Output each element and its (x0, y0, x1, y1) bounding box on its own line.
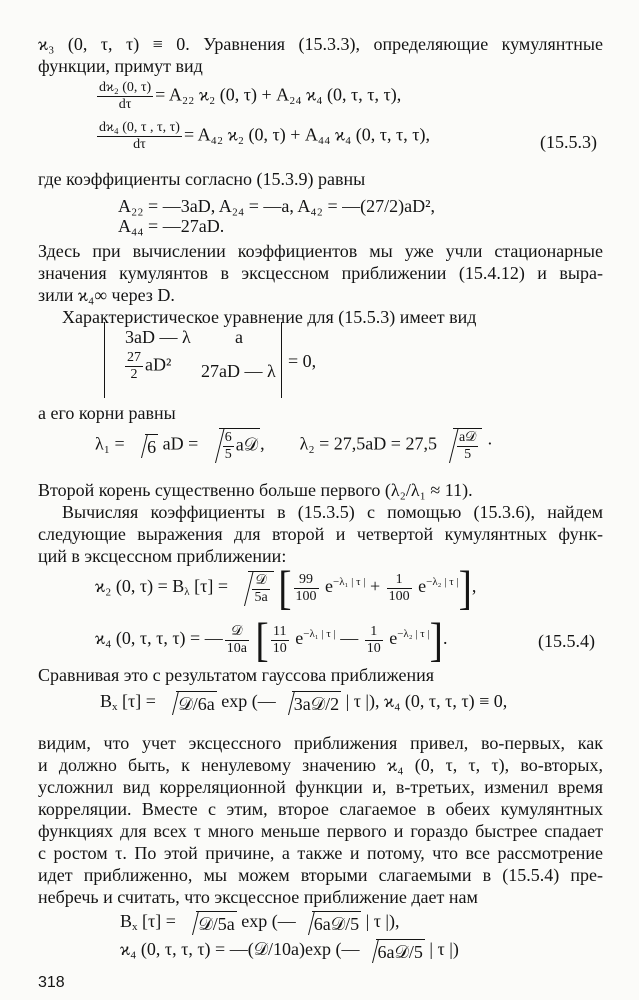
final-equation-2: ϰ₄ (0, τ, τ, τ) = —(𝒟/10a)exp (— 6a𝒟/5 | τ |) (120, 939, 459, 962)
det-a21-rest: aD² (145, 354, 172, 375)
text-line: значения кумулянтов в эксцессном приближении (15.4.12) и выра- (38, 263, 603, 283)
sqrt-sign: $\frac{\text{a𝒟}}{5}$ (437, 428, 482, 463)
roots-line: λ₁ = 6 aD = $\frac{6}{5}$ a𝒟 , λ₂ = 27,5aD = 27,5 $\frac{\text{a𝒟}}{5}$ · (95, 430, 493, 462)
sqrt-sign: 6a𝒟/5 (296, 911, 361, 935)
gauss-equation: $B_x$ [τ] = 𝒟/6a exp (— 3a𝒟/2 | τ |), ϰ₄ (0, τ, τ, τ) ≡ 0, (100, 691, 508, 714)
det-a12: a (235, 327, 243, 347)
text-line: и должно быть, к ненулевому значению ϰ₄ (0, τ, τ, τ), во-вторых, (38, 755, 603, 775)
equation-line-2 (95, 120, 430, 153)
text-line: ϰ₃ (0, τ, τ) ≡ 0. Уравнения (15.3.3), определяющие кумулянтные (38, 34, 603, 54)
coefficient-line: A₂₂ = —3aD, A₂₄ = —a, A₄₂ = —(27/2)aD², (118, 196, 435, 216)
sqrt-sign: $\frac{\text{𝒟}}{5a}$ (232, 571, 273, 606)
text-line: видим, что учет эксцессного приближения привел, во-первых, как (38, 733, 603, 753)
text-line: где коэффициенты согласно (15.3.9) равны (38, 169, 366, 189)
text-line: следующие выражения для второй и четвертой кумулянтных функ- (38, 524, 603, 544)
equation-line-1 (95, 80, 401, 113)
text-line: идет приближенно, мы можем вторыми слагаемыми в (15.5.4) пре- (38, 865, 603, 885)
text-line: Здесь при вычислении коэффициентов мы уже учли стационарные (38, 241, 603, 261)
text-line: функциях для всех τ много меньше первого и гораздо быстрее спадает (38, 821, 603, 841)
root1-mid: aD = (162, 433, 203, 454)
equation-rhs: = A₂₂ ϰ₂ (0, τ) + A₂₄ ϰ₄ (0, τ, τ, τ), (155, 84, 402, 105)
page-number: 318 (38, 974, 65, 991)
equation-number: (15.5.4) (538, 631, 595, 651)
det-a22: 27aD — λ (201, 361, 276, 381)
text-line: небречь и считать, что эксцессное приближение дает нам (38, 887, 478, 907)
bracket-left: [ (255, 612, 269, 667)
text-line: с ростом τ. По этой причине, а также и потому, что все рассмотрение (38, 843, 603, 863)
sqrt-sign: 6 (129, 434, 158, 458)
bracket-right: ] (458, 560, 472, 615)
text-line: Второй корень существенно больше первого (λ₂/λ₁ ≈ 11). (38, 480, 473, 500)
det-a21 (123, 350, 171, 383)
frac-den: dτ (97, 136, 182, 153)
sqrt-sign: $\frac{6}{5}$ a𝒟 (203, 428, 260, 463)
kappa2-equation: ϰ₂ (0, $\tau) = B_\lambda$ [τ] = $\frac{\text{𝒟}}{5a}$ [ $\frac{99}{100}$ $e^{-\lambda_1 | \tau |}$ + $\frac{1}{100}$ $e^{-\lambda_2 | \tau |}$], (95, 560, 477, 615)
final-equation-1: $B_x$ [τ] = 𝒟/5a exp (— 6a𝒟/5 | τ |), (120, 911, 400, 934)
bracket-left: [ (278, 560, 292, 615)
frac-num: 27 (127, 350, 141, 365)
det-equals: = 0, (288, 351, 317, 371)
equation-rhs: = A₄₂ ϰ₂ (0, τ) + A₄₄ ϰ₄ (0, τ, τ, τ), (183, 124, 430, 145)
frac-den: dτ (97, 96, 153, 113)
bracket-right: ] (429, 612, 443, 667)
text-line: усложнил вид корреляционной функции и, в-третьих, изменил время (38, 777, 603, 797)
text-line: а его корни равны (38, 403, 176, 423)
sqrt-sign: 𝒟/6a (160, 691, 216, 715)
coefficient-line: A₄₄ = —27aD. (118, 216, 225, 236)
sqrt-sign: 6a𝒟/5 (360, 939, 425, 963)
text-line: Характеристическое уравнение для (15.5.3) имеет вид (62, 307, 477, 327)
text-line: ций в эксцессном приближении: (38, 546, 287, 566)
determinant (104, 322, 282, 398)
text-line: корреляции. Вместе с этим, второе слагаемое в обеих кумулянтных (38, 799, 603, 819)
text-line: зили ϰ₄∞ через D. (38, 285, 175, 305)
det-a11: 3aD — λ (125, 327, 191, 347)
sqrt-sign: 3a𝒟/2 (276, 691, 341, 715)
equation-number: (15.5.3) (540, 132, 597, 152)
frac-num: dϰ₂ (0, τ) (99, 80, 152, 95)
text-line: функции, примут вид (38, 56, 203, 76)
text-line: Сравнивая это с результатом гауссова приближения (38, 665, 435, 685)
frac-den: 2 (125, 366, 143, 383)
kappa4-equation: ϰ₄ (0, τ, τ, τ) = — $\frac{\text{𝒟}}{10a}$ [ $\frac{11}{10}$ $e^{-\lambda_1 | \tau |}$ — $\frac{1}{10}$ $e^{-\lambda_2 | \tau |}$]. (95, 612, 448, 667)
text-line: Вычисляя коэффициенты в (15.3.5) с помощью (15.3.6), найдем (62, 502, 603, 522)
root1-lhs: λ₁ = (95, 433, 130, 454)
sqrt-sign: 𝒟/5a (180, 911, 236, 935)
root2-lhs: λ₂ = 27,5aD = 27,5 (299, 433, 437, 454)
frac-num: dϰ₄ (0, τ , τ, τ) (99, 120, 180, 135)
